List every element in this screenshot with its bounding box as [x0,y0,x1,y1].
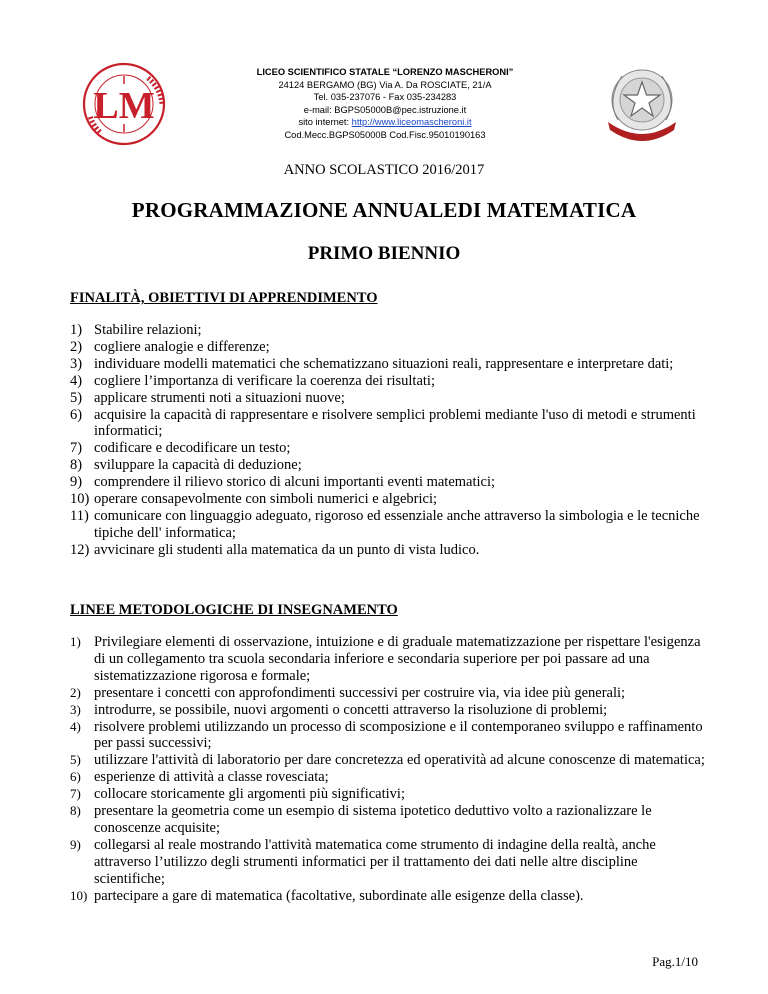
item-number: 5) [70,389,83,406]
item-text: comprendere il rilievo storico di alcuni importanti eventi matematici; [94,474,496,491]
school-codes: Cod.Mecc.BGPS05000B Cod.Fisc.95010190163 [284,129,486,140]
list-item [70,888,705,905]
item-text: codificare e decodificare un testo; [94,440,291,457]
item-text: utilizzare l'attività di laboratorio per dare concretezza ed operatività ad alcune conoscenze di matematica; [94,752,705,769]
item-number: 8) [70,803,81,819]
list-item [70,837,705,888]
school-year: ANNO SCOLASTICO 2016/2017 [283,162,485,178]
list-item [70,339,705,356]
item-text: Privilegiare elementi di osservazione, intuizione e di graduale matematizzazione per rispettare l'esigenza di un collegamento tra scuola secondaria inferiore e secondaria superiore per poi passare ad una sistematizzazione rigorosa e formale; [94,634,701,684]
item-number: 9) [70,474,83,491]
item-text: avvicinare gli studenti alla matematica da un punto di vista ludico. [94,541,480,558]
school-email: e-mail: BGPS05000B@pec.istruzione.it [303,104,467,115]
item-text: operare consapevolmente con simboli numerici e algebrici; [94,491,438,508]
list-item [70,491,705,508]
item-text: acquisire la capacità di rappresentare e risolvere semplici problemi mediante l'uso di metodi e strumenti informatici; [94,406,696,440]
methodology-list [70,634,705,905]
list-item [70,457,705,474]
item-text: presentare la geometria come un esempio di sistema ipotetico deduttivo volto a razionalizzare le conoscenze acquisite; [94,803,652,836]
list-item [70,702,705,719]
item-number: 5) [70,752,81,768]
item-text: Stabilire relazioni; [94,322,202,338]
list-item [70,322,705,339]
item-number: 4) [70,718,81,734]
section-heading-methodology: LINEE METODOLOGICHE DI INSEGNAMENTO [70,602,398,618]
objectives-list [70,322,705,559]
item-number: 9) [70,836,81,852]
item-text: esperienze di attività a classe rovesciata; [94,769,329,786]
list-item [70,474,705,491]
item-text: risolvere problemi utilizzando un processo di scomposizione e il contemporaneo sviluppo e raffinamento per passi successivi; [94,718,703,752]
section-heading-objectives: FINALITÀ, OBIETTIVI DI APPRENDIMENTO [70,290,378,306]
list-item [70,390,705,407]
school-address: 24124 BERGAMO (BG) Via A. Da ROSCIATE, 21/A [278,79,492,90]
item-text: partecipare a gare di matematica (facoltative, subordinate alle esigenze della classe). [94,887,584,904]
repubblica-emblem [598,58,686,146]
website-prefix: sito internet: [298,117,352,128]
item-text: presentare i concetti con approfondimenti successivi per costruire via, via idee più generali; [94,684,626,701]
school-phone: Tel. 035-237076 - Fax 035-234283 [313,92,457,103]
item-text: introdurre, se possibile, nuovi argomenti o concetti attraverso la risoluzione di problemi; [94,701,608,718]
item-number: 10) [70,491,90,508]
item-number: 3) [70,355,83,372]
school-website [235,116,535,129]
item-number: 7) [70,440,83,457]
item-number: 3) [70,701,81,717]
item-number: 2) [70,684,81,700]
list-item [70,786,705,803]
item-number: 6) [70,406,83,423]
list-item [70,634,705,685]
item-text: comunicare con linguaggio adeguato, rigoroso ed essenziale anche attraverso la simbologia e le tecniche tipiche dell' informatica; [94,507,700,541]
list-item [70,508,705,542]
item-number: 7) [70,786,81,802]
page-number: Pag.1/10 [652,954,698,969]
item-number: 2) [70,338,83,355]
list-item [70,440,705,457]
item-number: 1) [70,322,83,338]
item-text: cogliere l’importanza di verificare la coerenza dei risultati; [94,372,435,389]
list-item [70,752,705,769]
page-subtitle: PRIMO BIENNIO [307,243,461,264]
website-link[interactable]: http://www.liceomascheroni.it [351,117,472,128]
item-text: applicare strumenti noti a situazioni nuove; [94,389,345,406]
item-text: individuare modelli matematici che schematizzano situazioni reali, rappresentare e interpretare dati; [94,355,674,372]
item-number: 1) [70,634,81,649]
item-text: cogliere analogie e differenze; [94,338,270,355]
list-item [70,373,705,390]
item-number: 12) [70,541,90,558]
item-number: 8) [70,457,83,474]
item-text: sviluppare la capacità di deduzione; [94,457,302,474]
item-number: 4) [70,372,83,389]
list-item [70,685,705,702]
list-item [70,719,705,753]
school-name: LICEO SCIENTIFICO STATALE “LORENZO MASCHERONI” [256,67,514,77]
item-text: collegarsi al reale mostrando l'attività matematica come strumento di indagine della realtà, anche attraverso l’utilizzo degli strumenti informatici per il trattamento dei dati nelle altre discipline scientifiche; [94,836,656,887]
list-item [70,407,705,441]
item-number: 10) [70,887,88,903]
school-header [235,66,535,142]
page-title: PROGRAMMAZIONE ANNUALEDI MATEMATICA [131,198,637,222]
item-number: 6) [70,769,81,785]
list-item [70,542,705,559]
list-item [70,769,705,786]
list-item [70,356,705,373]
list-item [70,803,705,837]
school-logo [80,60,176,148]
svg-text:LM: LM [93,85,155,127]
item-number: 11) [70,507,89,524]
item-text: collocare storicamente gli argomenti più significativi; [94,786,405,803]
